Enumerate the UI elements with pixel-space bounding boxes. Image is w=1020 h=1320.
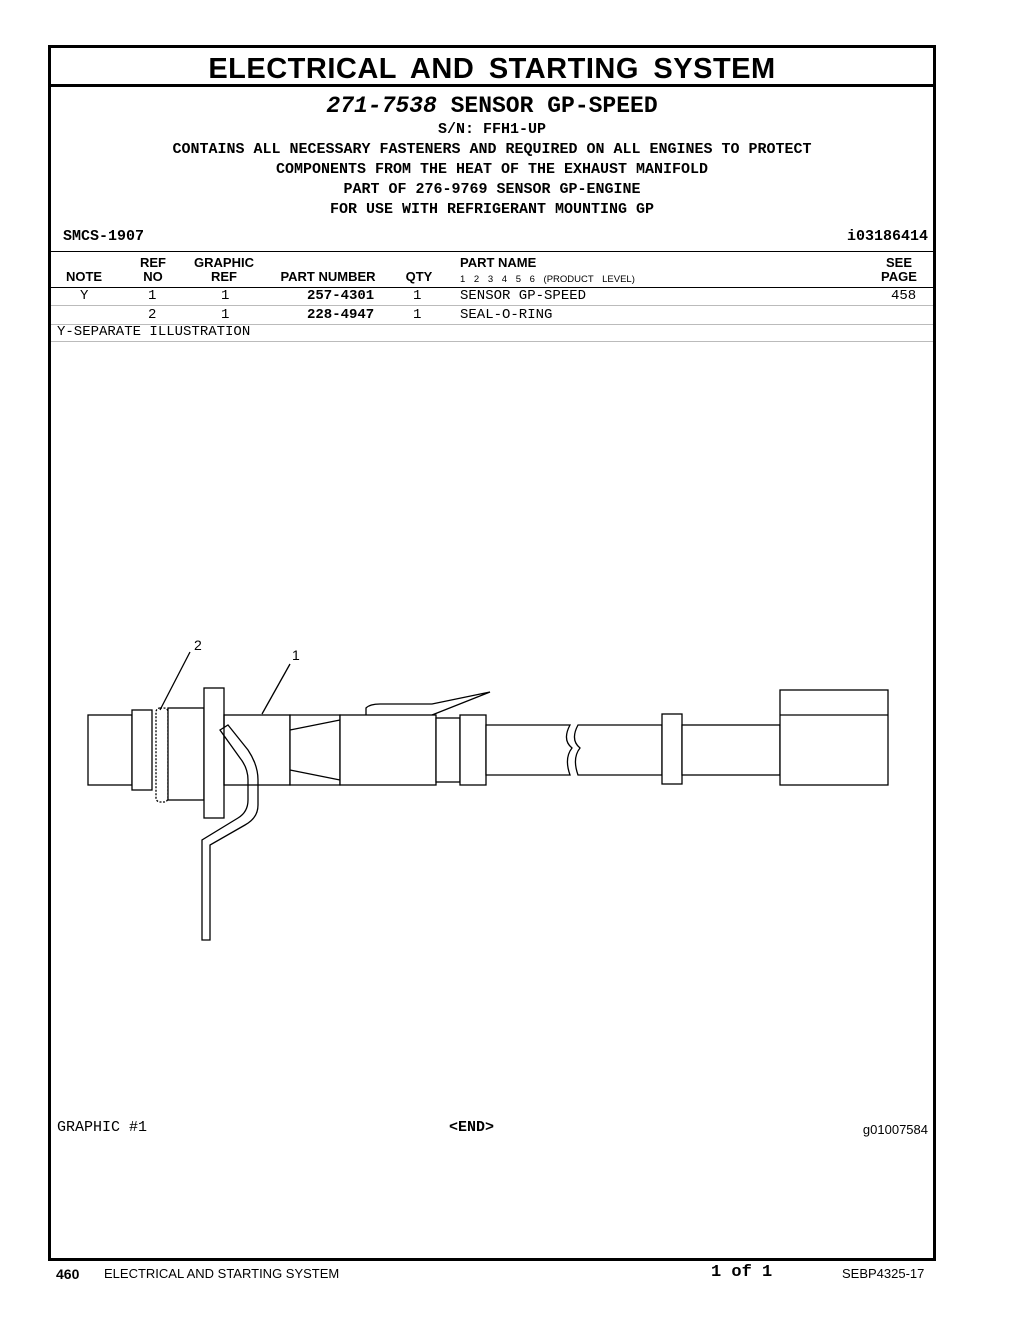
clip-tab xyxy=(366,692,490,715)
col-graphic-ref-line2: REF xyxy=(211,269,237,284)
col-graphic-ref xyxy=(189,256,259,284)
row-part-name: SENSOR GP-SPEED xyxy=(460,288,587,304)
page-title: ELECTRICAL AND STARTING SYSTEM xyxy=(51,48,933,87)
row-part-number: 228-4947 xyxy=(307,307,375,323)
column-headers xyxy=(51,251,933,288)
col-see-page-line2: PAGE xyxy=(881,269,917,284)
description-line-1: CONTAINS ALL NECESSARY FASTENERS AND REQUIRED ON ALL ENGINES TO PROTECT xyxy=(172,141,812,158)
footer-page-number: 460 xyxy=(56,1266,80,1282)
col-ref-no-line1: REF xyxy=(140,255,166,270)
col-part-number: PART NUMBER xyxy=(280,269,376,284)
assembly-part-number: 271-7538 xyxy=(326,93,437,119)
notes-divider xyxy=(51,341,933,342)
row-graphic-ref: 1 xyxy=(221,288,230,304)
serial-number: S/N: FFH1-UP xyxy=(437,121,547,138)
sensor-flange xyxy=(204,688,224,818)
assembly-part-name: SENSOR GP-SPEED xyxy=(450,93,658,119)
col-part-name: PART NAME xyxy=(460,255,537,270)
row-see-page: 458 xyxy=(891,288,917,304)
row-ref-no: 2 xyxy=(148,307,157,323)
row-note: Y xyxy=(80,288,89,304)
row-qty: 1 xyxy=(413,307,422,323)
end-marker: <END> xyxy=(449,1119,495,1136)
callout-leader-1 xyxy=(262,664,290,714)
cable-clip xyxy=(460,715,486,785)
callout-1: 1 xyxy=(292,647,300,663)
separate-illustration-note: Y-SEPARATE ILLUSTRATION xyxy=(57,324,251,340)
col-graphic-ref-line1: GRAPHIC xyxy=(194,255,254,270)
footer-page-count: 1 of 1 xyxy=(711,1263,773,1282)
table-row xyxy=(51,306,933,325)
col-see-page-line1: SEE xyxy=(885,255,912,270)
description-line-4: FOR USE WITH REFRIGERANT MOUNTING GP xyxy=(329,201,655,218)
assembly-header xyxy=(51,92,933,220)
col-ref-no xyxy=(131,256,175,284)
col-see-page xyxy=(871,256,927,284)
graphic-id: g01007584 xyxy=(862,1122,928,1137)
cable-section-3 xyxy=(682,725,780,775)
sensor-tip xyxy=(88,715,132,785)
callout-2: 2 xyxy=(194,637,202,653)
row-ref-no: 1 xyxy=(148,288,157,304)
footer-doc-id: SEBP4325-17 xyxy=(842,1266,925,1281)
cable-band xyxy=(662,714,682,784)
sensor-collar xyxy=(132,710,152,790)
smcs-code: SMCS-1907 xyxy=(63,228,145,245)
description-line-2: COMPONENTS FROM THE HEAT OF THE EXHAUST MANIFOLD xyxy=(275,161,709,178)
row-graphic-ref: 1 xyxy=(221,307,230,323)
col-product-levels: 1 2 3 4 5 6 (PRODUCT LEVEL) xyxy=(460,274,635,285)
sensor-body-front xyxy=(168,708,204,800)
housing-step xyxy=(436,718,460,782)
row-qty: 1 xyxy=(413,288,422,304)
connector xyxy=(780,690,888,785)
footer-section: ELECTRICAL AND STARTING SYSTEM xyxy=(104,1266,340,1281)
table-row xyxy=(51,287,933,306)
col-ref-no-line2: NO xyxy=(143,269,163,284)
cable-section-1 xyxy=(486,725,572,775)
cable-section-2 xyxy=(574,725,662,775)
sensor-illustration xyxy=(80,630,900,950)
col-qty: QTY xyxy=(405,269,433,284)
row-part-number: 257-4301 xyxy=(307,288,375,304)
assembly-title xyxy=(51,92,933,120)
description-line-3: PART OF 276-9769 SENSOR GP-ENGINE xyxy=(343,181,641,198)
sensor-housing xyxy=(340,715,436,785)
callout-leader-2 xyxy=(160,652,190,710)
col-note: NOTE xyxy=(65,269,103,284)
document-ident: i03186414 xyxy=(846,228,928,245)
o-ring xyxy=(156,708,168,802)
row-part-name: SEAL-O-RING xyxy=(460,307,553,323)
graphic-label: GRAPHIC #1 xyxy=(57,1119,148,1136)
